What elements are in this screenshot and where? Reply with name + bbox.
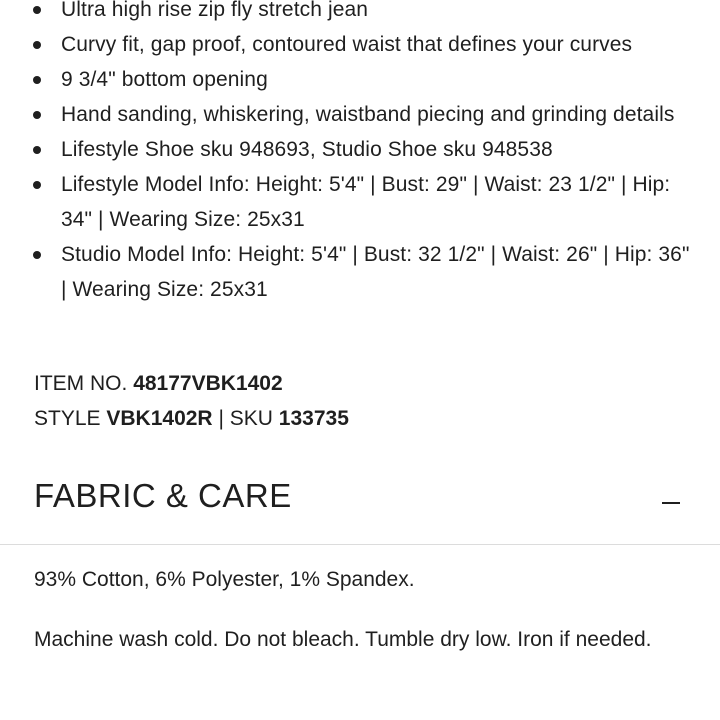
fabric-care-accordion-header[interactable] <box>0 474 720 545</box>
list-item <box>0 167 720 237</box>
minus-icon[interactable] <box>662 494 680 512</box>
sku-value: 133735 <box>278 407 349 430</box>
separator: | <box>218 407 224 430</box>
list-item-text: Studio Model Info: Height: 5'4" | Bust: 32 1/2" | Waist: 26" | Hip: 36" | Wearing Size: 25x31 <box>61 243 690 301</box>
item-number-line <box>34 369 283 399</box>
list-item <box>0 27 720 62</box>
list-item <box>0 62 720 97</box>
list-item <box>0 237 720 307</box>
style-value: VBK1402R <box>106 407 213 430</box>
fabric-composition: 93% Cotton, 6% Polyester, 1% Spandex. <box>34 568 415 591</box>
bullet-icon <box>33 146 41 154</box>
list-item-text: Lifestyle Shoe sku 948693, Studio Shoe sku 948538 <box>61 138 553 161</box>
list-item <box>0 0 720 27</box>
style-sku-line <box>34 404 349 434</box>
list-item <box>0 97 720 132</box>
style-label: STYLE <box>34 407 101 430</box>
bullet-icon <box>33 111 41 119</box>
list-item-text: Curvy fit, gap proof, contoured waist that defines your curves <box>61 33 633 56</box>
sku-label: SKU <box>229 407 273 430</box>
list-item-text: 9 3/4" bottom opening <box>61 68 268 91</box>
list-item <box>0 132 720 167</box>
list-item-text: Lifestyle Model Info: Height: 5'4" | Bust: 29" | Waist: 23 1/2" | Hip: 34" | Wearing Size: 25x31 <box>61 173 671 231</box>
section-title: FABRIC & CARE <box>34 477 292 514</box>
list-item-text: Ultra high rise zip fly stretch jean <box>61 0 369 21</box>
product-details-list <box>0 0 720 307</box>
list-item-text: Hand sanding, whiskering, waistband piecing and grinding details <box>61 103 675 126</box>
item-number-label: ITEM NO. <box>34 372 128 395</box>
care-instructions: Machine wash cold. Do not bleach. Tumble dry low. Iron if needed. <box>34 628 652 651</box>
bullet-icon <box>33 181 41 189</box>
bullet-icon <box>33 41 41 49</box>
item-number-value: 48177VBK1402 <box>133 372 283 395</box>
bullet-icon <box>33 76 41 84</box>
bullet-icon <box>33 6 41 14</box>
bullet-icon <box>33 251 41 259</box>
